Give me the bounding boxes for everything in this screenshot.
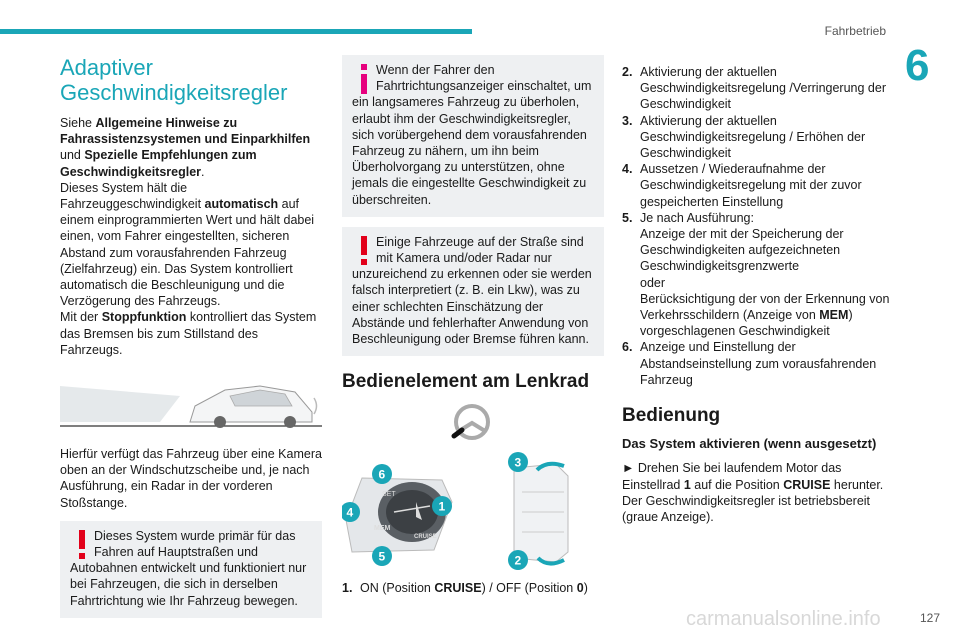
control-step-5: 5. Je nach Ausführung: Anzeige der mit der Speicherung der Geschwindigkeiten aufgezeichneten Geschwindigkeitsgrenzwerte oder Berücksichtigung der von der Erkennung von Verkehrsschildern (Anzeige von MEM) vorgeschlagenen Geschwindigkeit xyxy=(622,210,890,339)
page-title: Adaptiver Geschwindigkeitsregler xyxy=(60,55,288,105)
page-number: 127 xyxy=(919,611,940,625)
subheading-activate: Das System aktivieren (wenn ausgesetzt) xyxy=(622,436,877,452)
steering-wheel-icon xyxy=(454,406,488,438)
watermark: carmanualsonline.info xyxy=(686,608,881,630)
warning-box-detection: Einige Fahrzeuge auf der Straße sind mit Kamera und/oder Radar nur unzureichend zu erkennen oder sie werden falsch interpretiert (z. B. ein Lkw), was zu einer schlechten Einschätzung der Abstände und fehlerhafter Anwendung von Beschleunigung oder Bremse führen kann. xyxy=(342,227,604,356)
column-left xyxy=(60,55,322,626)
control-step-1: 1. ON (Position CRUISE) / OFF (Position 0) xyxy=(342,581,588,596)
section-heading-operation: Bedienung xyxy=(622,405,721,427)
header-accent-bar xyxy=(0,29,472,34)
control-step-2: 2. Aktivierung der aktuellen Geschwindigkeitsregelung /Verringerung der Geschwindigkeit xyxy=(622,65,886,112)
warning-exclamation-icon xyxy=(75,530,89,560)
section-heading-steering-control: Bedienelement am Lenkrad xyxy=(342,371,590,393)
activate-paragraph: ► Drehen Sie bei laufendem Motor das Einstellrad 1 auf die Position CRUISE herunter. Der Geschwindigkeitsregler ist betriebsbereit (graue Anzeige). xyxy=(622,461,884,525)
svg-text:4: 4 xyxy=(346,505,354,520)
info-icon xyxy=(357,64,371,94)
svg-text:1: 1 xyxy=(438,499,446,514)
control-step-6: 6. Anzeige und Einstellung der Abstandseinstellung zum vorausfahrenden Fahrzeug xyxy=(622,340,877,387)
callout-6 xyxy=(372,464,392,484)
svg-text:3: 3 xyxy=(514,455,522,470)
warning-box-primary-use: Dieses System wurde primär für das Fahren auf Hauptstraßen und Autobahnen entwickelt und funktioniert nur bei Fahrzeugen, die sich in derselben Fahrtrichtung wie Ihr Fahrzeug bewegen. xyxy=(60,521,322,618)
column-middle xyxy=(342,55,604,597)
svg-text:5: 5 xyxy=(378,549,386,564)
callout-5 xyxy=(372,546,392,566)
control-step-4: 4. Aussetzen / Wiederaufnahme der Geschwindigkeitsregelung mit der zuvor gespeicherten Einstellung xyxy=(622,162,862,209)
info-box-overtaking: Wenn der Fahrer den Fahrtrichtungsanzeiger einschaltet, um ein langsameres Fahrzeug zu überholen, erlaubt ihm der Geschwindigkeitsregler, sich vorübergehend dem vorausfahrenden Fahrzeug zu nähern, um ihn beim Überholvorgang zu unterstützen, ohne jemals die eingestellte Geschwindigkeit zu überschreiten. xyxy=(342,55,604,217)
callout-1 xyxy=(432,496,452,516)
svg-text:CRUISE: CRUISE xyxy=(414,534,437,541)
camera-paragraph: Hierfür verfügt das Fahrzeug über eine Kamera oben an der Windschutzscheibe und, je nach Ausführung, ein Radar in der vorderen Stoßstange. xyxy=(60,447,322,510)
svg-text:2: 2 xyxy=(514,553,522,568)
chapter-number: 6 xyxy=(905,41,930,90)
column-right xyxy=(622,64,892,525)
control-step-3: 3. Aktivierung der aktuellen Geschwindigkeitsregelung / Erhöhen der Geschwindigkeit xyxy=(622,113,866,161)
car-radar-illustration xyxy=(60,376,322,428)
intro-paragraph: Siehe Allgemeine Hinweise zu Fahrassistenzsystemen und Einparkhilfen und Spezielle Empfehlungen zum Geschwindigkeitsregler. Dieses System hält die Fahrzeuggeschwindigkeit automatisch auf einem einprogrammierten Wert und hält dabei einen, vom Fahrer eingestellten, sicheren Abstand zum vorausfahrenden Fahrzeug (Zielfahrzeug) ein. Das System kontrolliert automatisch die Beschleunigung und die Verzögerung des Fahrzeugs. Mit der Stoppfunktion kontrolliert das System das Bremsen bis zum Stillstand des Fahrzeugs. xyxy=(60,116,317,357)
svg-text:MEM: MEM xyxy=(374,525,391,533)
callout-3 xyxy=(508,452,528,472)
callout-2 xyxy=(508,550,528,570)
section-title: Fahrbetrieb xyxy=(824,24,886,38)
warning-exclamation-icon xyxy=(357,236,371,266)
svg-text:6: 6 xyxy=(378,467,386,482)
svg-text:SET: SET xyxy=(382,491,396,499)
steering-control-illustration xyxy=(342,402,604,572)
